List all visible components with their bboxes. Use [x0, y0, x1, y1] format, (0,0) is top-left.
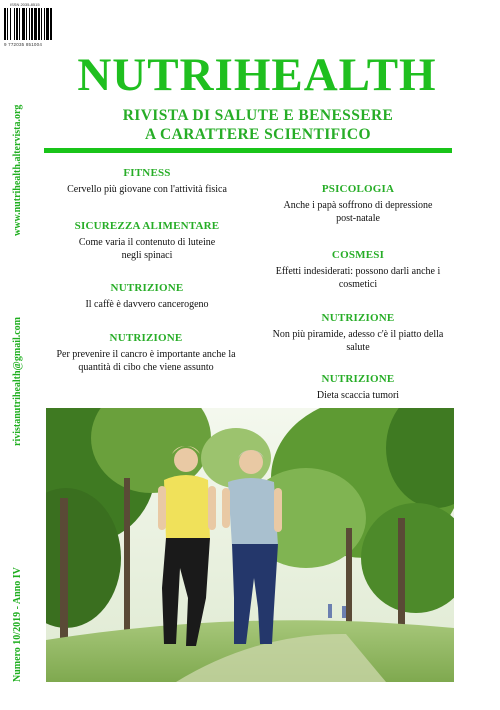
barcode-bar [22, 8, 25, 40]
issn-label: ISSN 2035-8515 [10, 2, 40, 7]
barcode-bar [38, 8, 40, 40]
article-category: NUTRIZIONE [321, 373, 395, 385]
article-headline: Per prevenire il cancro è importante anche la quantità di cibo che viene assunto [56, 349, 236, 373]
barcode [4, 3, 60, 47]
article-headline: Dieta scaccia tumori [316, 390, 400, 401]
article-headline: Come varia il contenuto di luteine negli spinaci [78, 237, 216, 261]
article-food-safety [52, 220, 242, 262]
barcode-bar [46, 8, 49, 40]
barcode-bar [7, 8, 8, 40]
article-cosmetics [262, 249, 454, 291]
barcode-bar [26, 8, 27, 40]
article-headline: Il caffè è davvero cancerogeno [85, 299, 209, 310]
barcode-bar [50, 8, 52, 40]
cover-photo-joggers [46, 408, 454, 682]
article-fitness [52, 167, 242, 197]
issue-number: Numero 10/2019 - Anno IV [12, 567, 23, 682]
barcode-bar [4, 8, 6, 40]
barcode-bar [10, 8, 11, 40]
barcode-bar [34, 8, 37, 40]
barcode-bar [19, 8, 20, 40]
magazine-subtitle-line2: A CARATTERE SCIENTIFICO [145, 126, 371, 143]
article-nutrition-diet [262, 373, 454, 403]
park-jogging-illustration [46, 408, 454, 682]
article-headline: Cervello più giovane con l'attività fisica [67, 184, 227, 195]
article-headline: Non più piramide, adesso c'è il piatto della salute [272, 329, 444, 353]
article-category: NUTRIZIONE [109, 332, 183, 344]
article-headline: Anche i papà soffrono di depressione post-natale [283, 200, 433, 224]
magazine-title: NUTRIHEALTH [77, 49, 437, 101]
article-category: COSMESI [331, 249, 385, 261]
article-category: FITNESS [123, 167, 171, 179]
website-url: www.nutrihealth.altervista.org [12, 104, 23, 236]
barcode-bar [41, 8, 42, 40]
article-headline: Effetti indesiderati: possono darli anche i cosmetici [275, 266, 441, 290]
barcode-bar [31, 8, 33, 40]
barcode-bar [16, 8, 18, 40]
article-nutrition-cancer [46, 332, 246, 374]
article-nutrition-coffee [52, 282, 242, 312]
contact-email: rivistanutrihealth@gmail.com [12, 316, 23, 446]
barcode-bar [14, 8, 15, 40]
barcode-bar [29, 8, 30, 40]
title-divider [44, 148, 452, 153]
barcode-digits: 9 772035 851004 [4, 42, 43, 47]
article-nutrition-plate [262, 312, 454, 354]
magazine-subtitle-line1: RIVISTA DI SALUTE E BENESSERE [122, 107, 394, 124]
article-psychology [262, 183, 454, 225]
article-category: NUTRIZIONE [110, 282, 184, 294]
article-category: SICUREZZA ALIMENTARE [74, 220, 220, 232]
barcode-bar [44, 8, 45, 40]
article-category: NUTRIZIONE [321, 312, 395, 324]
article-category: PSICOLOGIA [321, 183, 395, 195]
barcode-bars [4, 8, 58, 40]
